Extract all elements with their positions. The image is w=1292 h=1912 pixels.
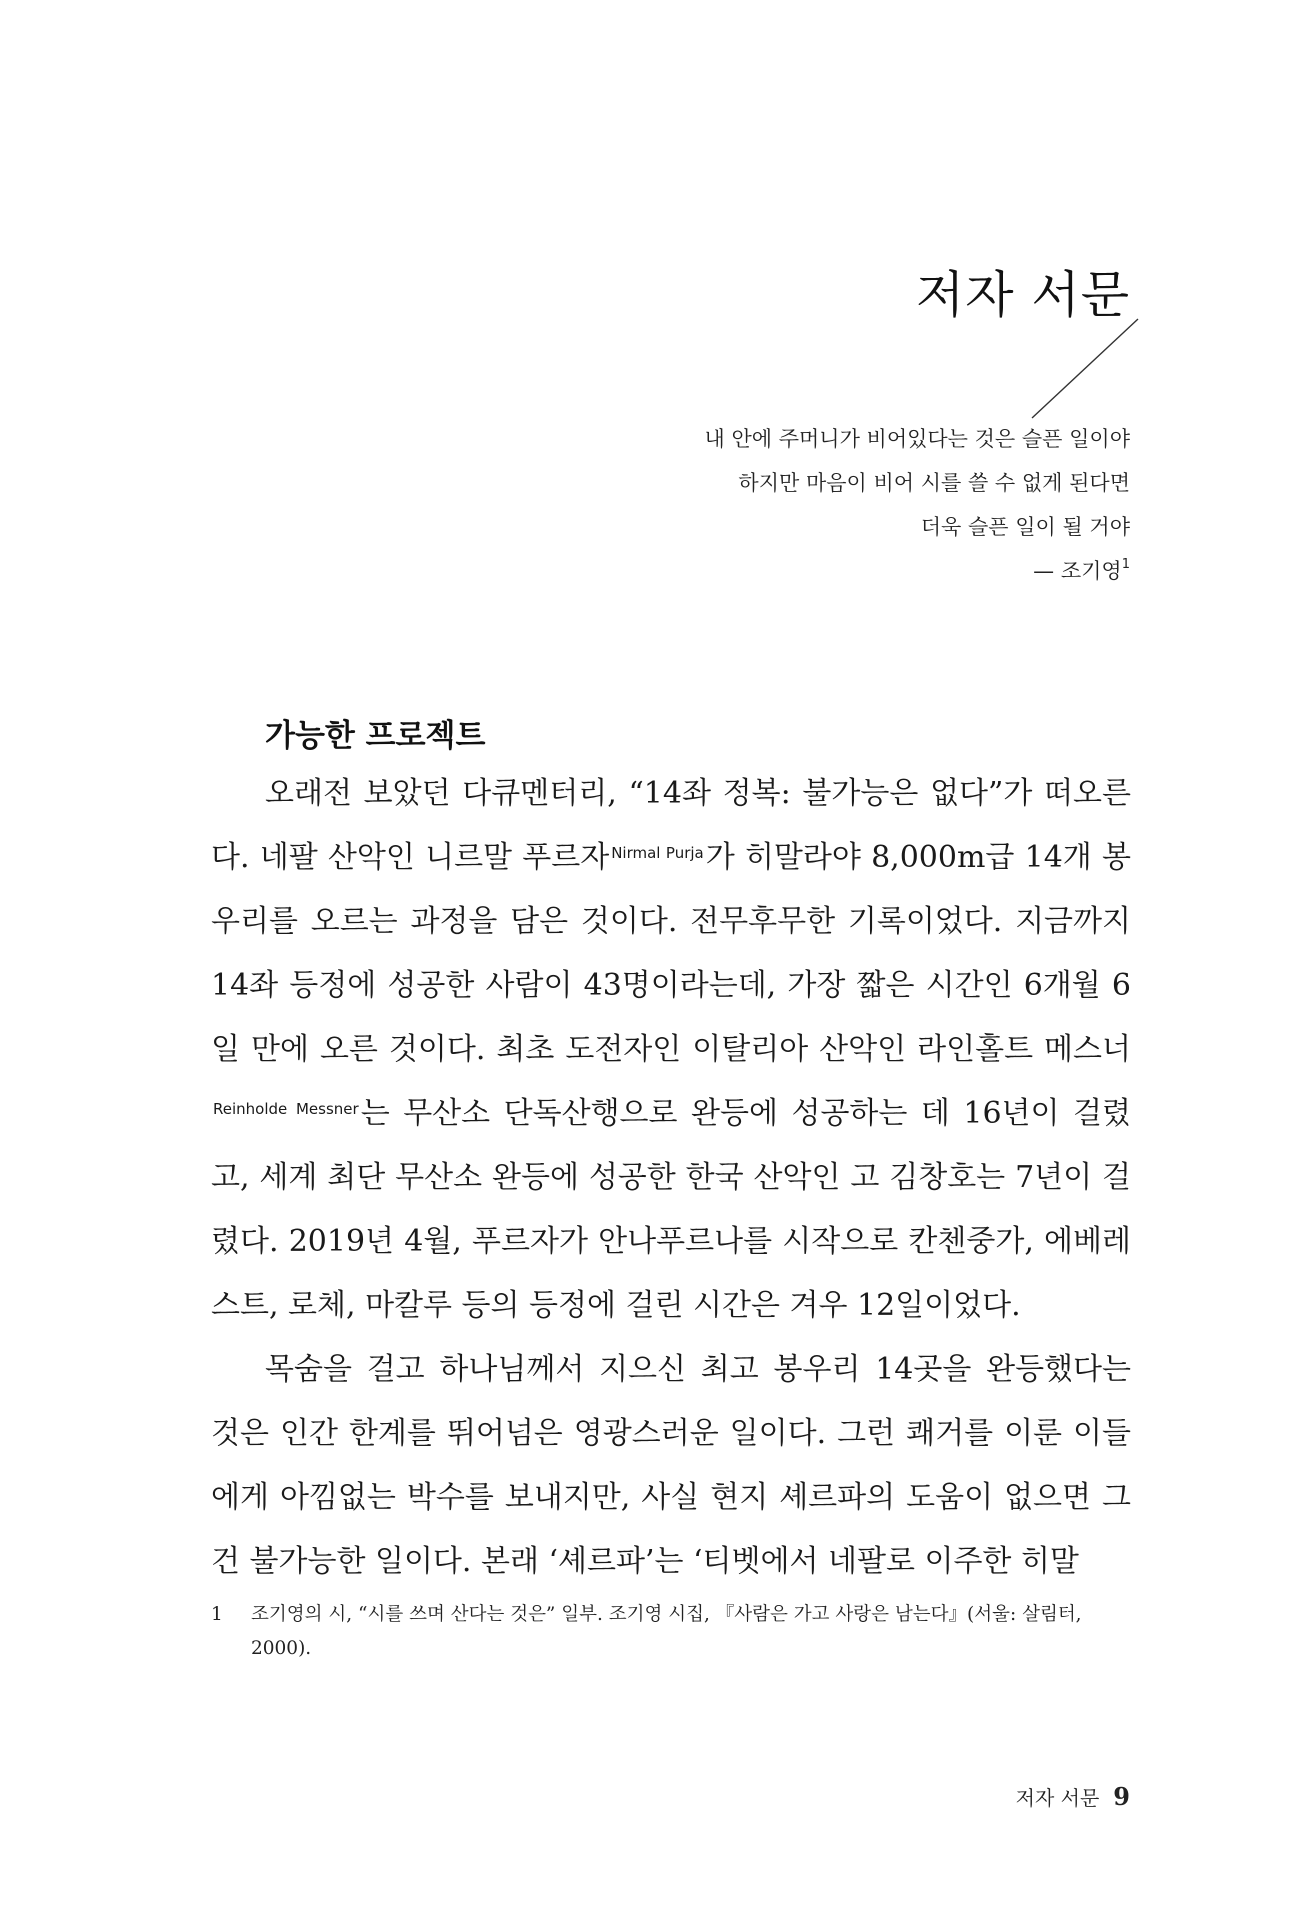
name-gloss: Nirmal Purja [611, 844, 704, 862]
chapter-title: 저자 서문 [915, 266, 1130, 324]
footnote [211, 1598, 1131, 1666]
epigraph-line: 내 안에 주머니가 비어있다는 것은 슬픈 일이야 [704, 427, 1130, 451]
name-gloss: Reinholde Messner [213, 1100, 359, 1118]
paragraph [211, 762, 1131, 1338]
paragraph: 목숨을 걸고 하나님께서 지으신 최고 봉우리 14곳을 완등했다는 것은 인간 한계를 뛰어넘은 영광스러운 일이다. 그런 쾌거를 이룬 이들에게 아낌없는 박수를 보내지만, 사실 현지 셰르파의 도움이 없으면 그건 불가능한 일이다. 본래 ‘셰르파’는 ‘티벳에서 네팔로 이주한 히말 [211, 1352, 1131, 1579]
title-decorative-slash [1030, 318, 1140, 420]
footnote-reference[interactable]: 1 [1121, 557, 1130, 572]
paragraph-text: 가 히말라야 8,000m급 14개 봉우리를 오르는 과정을 담은 것이다. 전무후무한 기록이었다. 지금까지 14좌 등정에 성공한 사람이 43명이라는데, 가장 짧은 시간인 6개월 6일 만에 오른 것이다. 최초 도전자인 이탈리아 산악인 라인홀트 메스너 [211, 840, 1131, 1067]
epigraph [705, 417, 1130, 593]
epigraph-attribution [705, 549, 1130, 593]
running-title: 저자 서문 [1015, 1786, 1100, 1810]
epigraph-line: 하지만 마음이 비어 시를 쓸 수 없게 된다면 [738, 471, 1130, 495]
epigraph-line: 더욱 슬픈 일이 될 거야 [920, 515, 1130, 539]
running-footer [1016, 1782, 1130, 1811]
body-text [211, 762, 1131, 1594]
footnote-text: 조기영의 시, “시를 쓰며 산다는 것은” 일부. 조기영 시집, 『사람은 가고 사랑은 남는다』(서울: 살림터, 2000). [251, 1604, 1082, 1659]
paragraph-text: 는 무산소 단독산행으로 완등에 성공하는 데 16년이 걸렸고, 세계 최단 무산소 완등에 성공한 한국 산악인 고 김창호는 7년이 걸렸다. 2019년 4월, 푸르자가 안나푸르나를 시작으로 칸첸중가, 에베레스트, 로체, 마칼루 등의 등정에 걸린 시간은 겨우 12일이었다. [211, 1096, 1131, 1323]
paragraph-text: 오래전 보았던 다큐멘터리, “14좌 정복: 불가능은 없다”가 떠오른다. 네팔 산악인 니르말 푸르자 [211, 776, 1131, 875]
epigraph-author: — 조기영 [1033, 559, 1122, 583]
page-number: 9 [1113, 1782, 1130, 1811]
footnote-number: 1 [211, 1604, 223, 1625]
section-heading: 가능한 프로젝트 [265, 718, 486, 754]
